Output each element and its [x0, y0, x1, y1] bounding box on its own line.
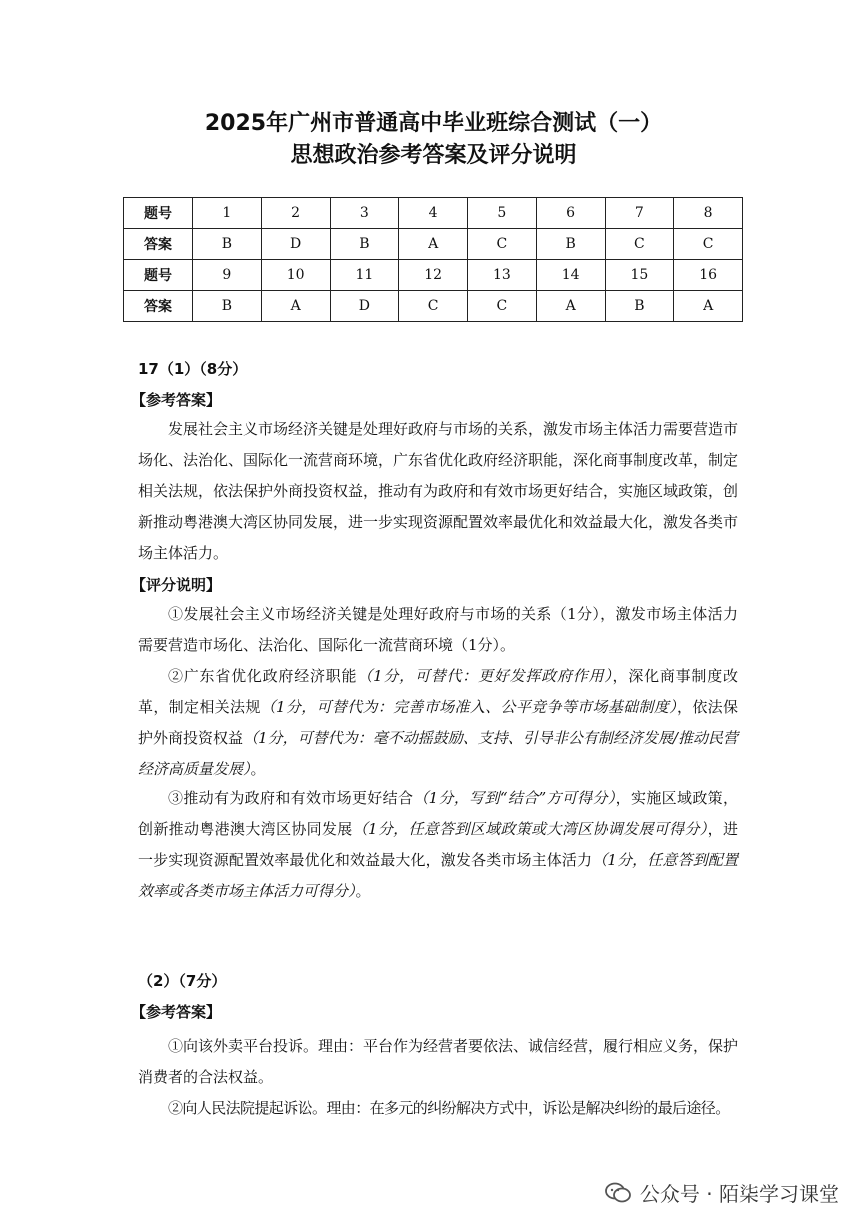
- table-cell: 7: [605, 198, 674, 229]
- table-cell: 10: [261, 260, 330, 291]
- title-line-2: 思想政治参考答案及评分说明: [290, 143, 577, 168]
- table-cell: 13: [468, 260, 537, 291]
- table-row: [124, 260, 743, 291]
- wechat-icon: [604, 1182, 632, 1204]
- table-cell: 12: [399, 260, 468, 291]
- table-cell: 14: [536, 260, 605, 291]
- table-cell: B: [605, 291, 674, 322]
- table-cell: 6: [536, 198, 605, 229]
- table-cell: 11: [330, 260, 399, 291]
- table-cell: 1: [193, 198, 262, 229]
- row-label: 答案: [124, 229, 193, 260]
- table-cell: A: [674, 291, 743, 322]
- table-cell: D: [261, 229, 330, 260]
- row-label: 题号: [124, 260, 193, 291]
- q17-2-answer-2: ②向人民法院提起诉讼。理由：在多元的纠纷解决方式中，诉讼是解决纠纷的最后途径。: [168, 1099, 730, 1117]
- table-cell: A: [399, 229, 468, 260]
- table-cell: B: [536, 229, 605, 260]
- answer-table: [123, 197, 743, 322]
- q17-2-heading: （2）（7分）: [138, 972, 227, 990]
- score-point-3: ③推动有为政府和有效市场更好结合（1分，写到“结合”方可得分），实施区域政策，创新推动粤港澳大湾区协同发展（1分，任意答到区域政策或大湾区协调发展可得分），进一步实现资源配置效率最优化和效益最大化，激发各类市场主体活力（1分，任意答到配置效率或各类市场主体活力可得分）。: [138, 789, 738, 900]
- q17-1-heading: 17（1）（8分）: [138, 360, 248, 378]
- table-cell: 5: [468, 198, 537, 229]
- table-cell: 15: [605, 260, 674, 291]
- table-cell: C: [399, 291, 468, 322]
- table-cell: A: [536, 291, 605, 322]
- q17-1-ref-text: 发展社会主义市场经济关键是处理好政府与市场的关系，激发市场主体活力需要营造市场化、法治化、国际化一流营商环境，广东省优化政府经济职能，深化商事制度改革，制定相关法规，依法保护外商投资权益，推动有为政府和有效市场更好结合，实施区域政策，创新推动粤港澳大湾区协同发展，进一步实现资源配置效率最优化和效益最大化，激发各类市场主体活力。: [138, 420, 739, 562]
- footer-watermark: [604, 1178, 839, 1207]
- q17-2-answer-1: ①向该外卖平台投诉。理由：平台作为经营者要依法、诚信经营，履行相应义务，保护消费者的合法权益。: [138, 1037, 739, 1086]
- table-cell: 16: [674, 260, 743, 291]
- table-cell: 3: [330, 198, 399, 229]
- row-label: 题号: [124, 198, 193, 229]
- q17-1-score-label: 【评分说明】: [131, 576, 222, 594]
- table-row: [124, 229, 743, 260]
- score-point-2: ②广东省优化政府经济职能（1分，可替代：更好发挥政府作用），深化商事制度改革，制定相关法规（1分，可替代为：完善市场准入、公平竞争等市场基础制度），依法保护外商投资权益（1分，可替代为：毫不动摇鼓励、支持、引导非公有制经济发展/推动民营经济高质量发展）。: [138, 667, 738, 778]
- table-row: [124, 291, 743, 322]
- table-cell: C: [674, 229, 743, 260]
- title-line-1: 2025年广州市普通高中毕业班综合测试（一）: [204, 111, 663, 136]
- table-cell: C: [468, 229, 537, 260]
- q17-2-ref-label: 【参考答案】: [131, 1003, 222, 1021]
- table-cell: 8: [674, 198, 743, 229]
- table-cell: D: [330, 291, 399, 322]
- row-label: 答案: [124, 291, 193, 322]
- table-cell: C: [468, 291, 537, 322]
- table-cell: 2: [261, 198, 330, 229]
- footer-text: 公众号 · 陌柒学习课堂: [639, 1182, 839, 1206]
- table-cell: B: [193, 229, 262, 260]
- table-row: [124, 198, 743, 229]
- table-cell: 9: [193, 260, 262, 291]
- table-cell: C: [605, 229, 674, 260]
- table-cell: 4: [399, 198, 468, 229]
- table-cell: A: [261, 291, 330, 322]
- score-point-1: ①发展社会主义市场经济关键是处理好政府与市场的关系（1分），激发市场主体活力需要营造市场化、法治化、国际化一流营商环境（1分）。: [138, 605, 738, 654]
- table-cell: B: [330, 229, 399, 260]
- q17-1-ref-label: 【参考答案】: [131, 391, 222, 409]
- table-cell: B: [193, 291, 262, 322]
